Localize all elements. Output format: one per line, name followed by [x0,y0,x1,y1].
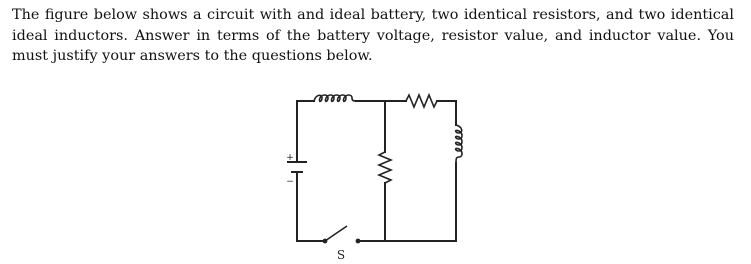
switch-label: S [336,248,346,262]
inductor-top [314,95,356,101]
battery-minus-sign: − [286,177,294,187]
problem-statement: The figure below shows a circuit with and ideal battery, two identical resistors, and two identical ideal inductors. Answer in terms of the battery voltage, resistor value, and inductor value. You must justify your answers to the questions below. [12,7,734,64]
switch-s [323,226,361,262]
resistor-top [406,95,437,107]
resistor-middle [379,152,391,183]
switch-blade [325,226,347,241]
inductor-right [456,125,462,163]
battery-plus-sign: + [286,153,294,163]
switch-contact-right [356,239,361,244]
